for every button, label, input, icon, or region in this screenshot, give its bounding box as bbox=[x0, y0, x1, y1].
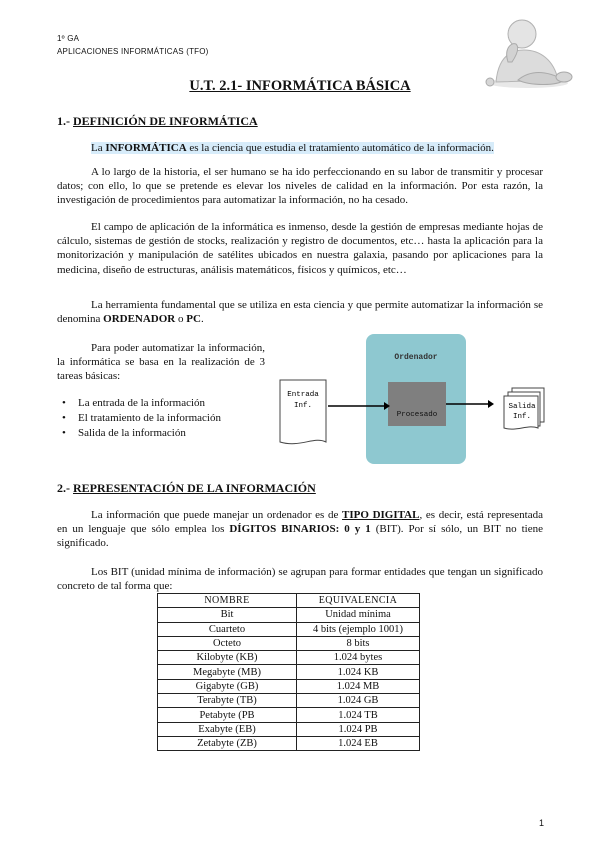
table-row: Kilobyte (KB) 1.024 bytes bbox=[158, 651, 420, 665]
paragraph-history: A lo largo de la historia, el ser humano se ha ido perfeccionando en su labor de transmitir y procesar datos; con ello, lo que se pretende es elevar los niveles de calidad en la información. Por esta razón, la investigación de procedimientos para automatizar la información, no ha cesado. bbox=[57, 166, 543, 207]
list-item: • El tratamiento de la información bbox=[60, 411, 221, 426]
computer-diagram bbox=[276, 332, 548, 468]
paragraph-digital: La información que puede manejar un ordenador es de TIPO DIGITAL, es decir, está representada en un lenguaje que sólo emplea los DÍGITOS BINARIOS: 0 y 1 (BIT). Por sí sólo, un BIT no tiene significado. bbox=[57, 509, 543, 550]
process-label: Procesado bbox=[396, 411, 438, 419]
table-row: Terabyte (TB) 1.024 GB bbox=[158, 694, 420, 708]
input-label-line1: Entrada bbox=[287, 391, 319, 399]
table-row: Megabyte (MB) 1.024 KB bbox=[158, 665, 420, 679]
paragraph-field: El campo de aplicación de la informática es inmenso, desde la gestión de empresas mediante hojas de cálculo, sistemas de gestión de stocks, realización y registro de documentos, etc… hasta la aplicación para la monitorización y manipulación de satélites ubicados en nuestra galaxia, pasando por aplicaciones para la medicina, diseño de estructuras, análisis matemáticos, físicos y químicos, etc… bbox=[57, 221, 543, 276]
input-document-shape bbox=[280, 380, 326, 444]
table-row: Cuarteto 4 bits (ejemplo 1001) bbox=[158, 622, 420, 636]
paragraph-bits: Los BIT (unidad mínima de información) se agrupan para formar entidades que tengan un significado concreto de tal forma que: bbox=[57, 566, 543, 593]
table-row: Octeto 8 bits bbox=[158, 636, 420, 650]
list-item: • La entrada de la información bbox=[60, 396, 221, 411]
table-row: Bit Unidad mínima bbox=[158, 608, 420, 622]
table-header: EQUIVALENCIA bbox=[297, 594, 420, 608]
section2-heading: 2.- REPRESENTACIÓN DE LA INFORMACIÓN bbox=[57, 481, 316, 495]
output-label-line2: Inf. bbox=[512, 413, 532, 421]
paragraph-tasks-intro: Para poder automatizar la información, la informática se basa en la realización de 3 tareas básicas: bbox=[57, 342, 265, 383]
process-box bbox=[388, 382, 446, 426]
output-label-line1: Salida bbox=[508, 403, 536, 411]
tasks-list bbox=[60, 396, 221, 441]
definition-paragraph: La INFORMÁTICA es la ciencia que estudia el tratamiento automático de la información. bbox=[91, 142, 494, 154]
header-subject: APLICACIONES INFORMÁTICAS (TFO) bbox=[57, 47, 209, 56]
table-header: NOMBRE bbox=[158, 594, 297, 608]
paragraph-tool: La herramienta fundamental que se utiliza en esta ciencia y que permite automatizar la información se denomina ORDENADOR o PC. bbox=[57, 299, 543, 326]
units-table bbox=[157, 593, 420, 751]
header-course: 1º GA bbox=[57, 34, 80, 43]
page-number: 1 bbox=[538, 818, 544, 828]
table-row: Gigabyte (GB) 1.024 MB bbox=[158, 679, 420, 693]
input-label-line2: Inf. bbox=[293, 402, 313, 410]
page-title: U.T. 2.1- INFORMÁTICA BÁSICA bbox=[189, 78, 411, 94]
table-row: Zetabyte (ZB) 1.024 EB bbox=[158, 736, 420, 750]
table-row: Petabyte (PB 1.024 TB bbox=[158, 708, 420, 722]
list-item: • Salida de la información bbox=[60, 426, 221, 441]
table-row: Exabyte (EB) 1.024 PB bbox=[158, 722, 420, 736]
computer-label: Ordenador bbox=[394, 353, 438, 362]
section1-heading: 1.- DEFINICIÓN DE INFORMÁTICA bbox=[57, 114, 258, 128]
